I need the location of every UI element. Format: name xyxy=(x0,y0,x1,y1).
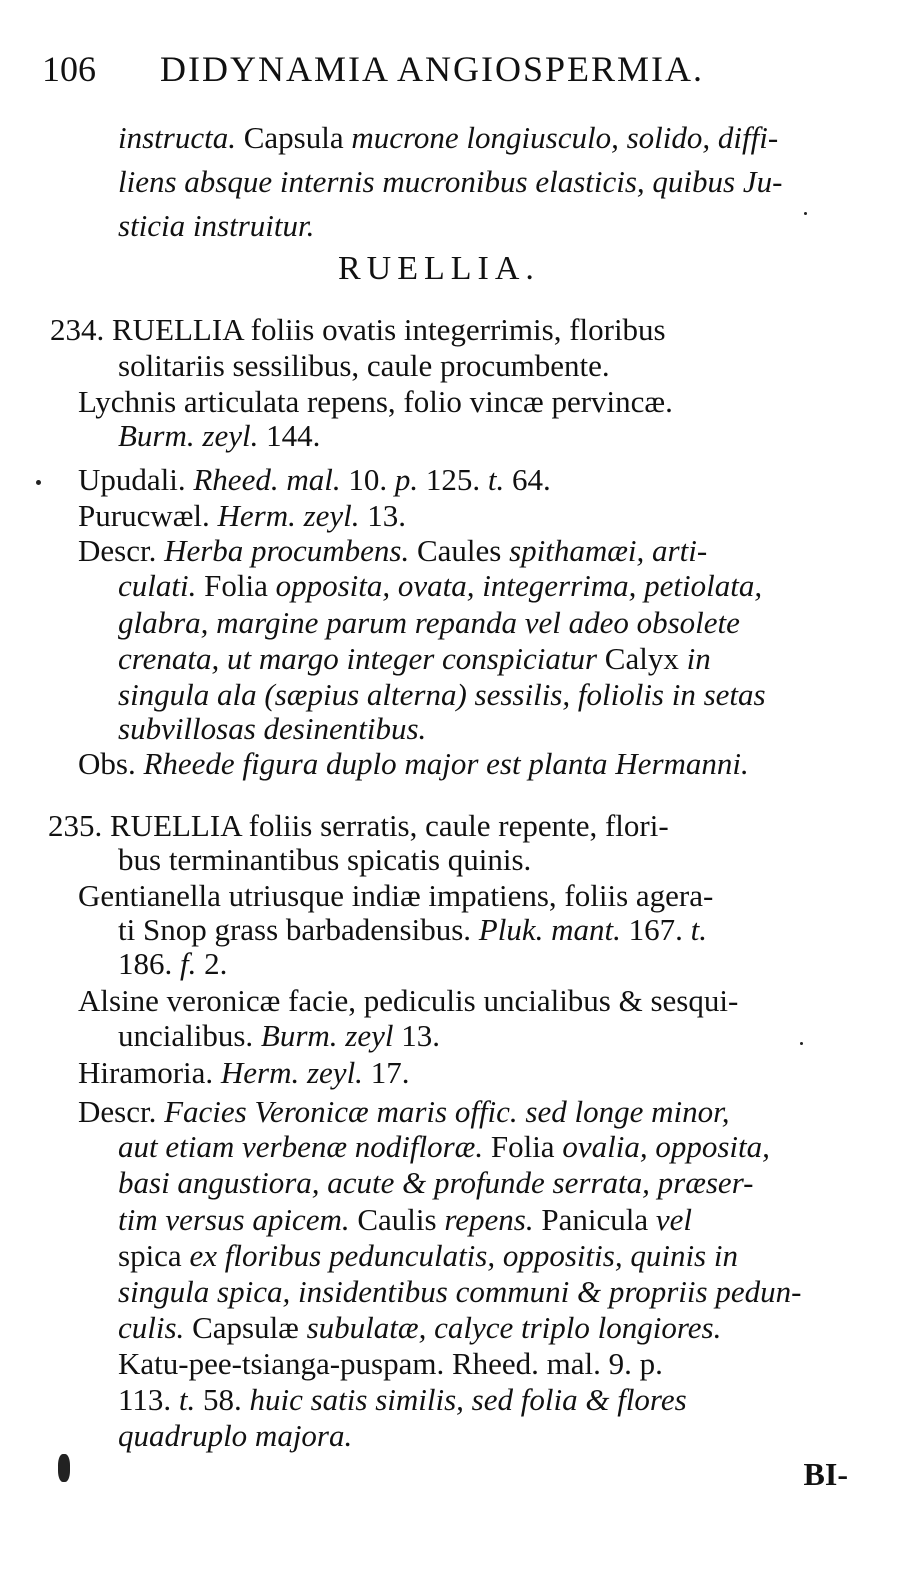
entry-line xyxy=(118,1131,770,1162)
entry-text-run: opposita, ovata, integerrima, petiolata, xyxy=(275,568,763,603)
entry-line xyxy=(118,948,227,979)
entry-text-run: Alsine veronicæ facie, pediculis uncialibus & sesqui- xyxy=(78,983,739,1018)
entry-text-run: Herm. zeyl. xyxy=(220,1055,363,1090)
continuation-text-run: mucrone longiusculo, solido, diffi- xyxy=(351,120,779,155)
entry-line xyxy=(118,914,707,945)
entry-text-run: Caules xyxy=(409,533,510,568)
entry-text-run: ovalia, opposita, xyxy=(562,1129,770,1164)
entry-line xyxy=(78,464,551,495)
continuation-text-run: Capsula xyxy=(235,120,352,155)
entry-text-run: 144. xyxy=(258,418,321,453)
entry-text-run: t. xyxy=(487,462,505,497)
running-title: DIDYNAMIA ANGIOSPERMIA. xyxy=(160,49,705,89)
entry-line xyxy=(118,1020,440,1051)
entry-text-run: Lychnis articulata repens, folio vincæ pervincæ. xyxy=(78,384,673,419)
entry-line xyxy=(118,607,740,638)
entry-line xyxy=(118,1420,352,1451)
entry-text-run: spica xyxy=(118,1238,190,1273)
entry-text-run: Facies Veronicæ maris offic. sed longe minor, xyxy=(164,1094,730,1129)
entry-line xyxy=(118,1240,738,1271)
entry-line xyxy=(118,1312,721,1343)
entry-text-run: f. xyxy=(180,946,197,981)
entry-text-run: Folia xyxy=(483,1129,563,1164)
entry-text-run: Hiramoria. xyxy=(78,1055,221,1090)
entry-line xyxy=(78,748,749,779)
entry-text-run: Folia xyxy=(196,568,276,603)
entry-text-run: 10. xyxy=(340,462,395,497)
entry-text-run: Gentianella utriusque indiæ impatiens, foliis agera- xyxy=(78,878,714,913)
entry-text-run: 234. RUELLIA foliis ovatis integerrimis, floribus xyxy=(50,312,666,347)
entry-line xyxy=(78,880,713,911)
entry-text-run: spithamæi, arti- xyxy=(509,533,708,568)
entry-line xyxy=(118,420,320,451)
entry-text-run: singula spica, insidentibus communi & propriis pedun- xyxy=(118,1274,802,1309)
entry-text-run: vel xyxy=(655,1202,692,1237)
entry-line xyxy=(118,570,762,601)
entry-text-run: Upudali. xyxy=(78,462,194,497)
entry-text-run: 64. xyxy=(504,462,551,497)
entry-text-run: basi angustiora, acute & profunde serrata, præser- xyxy=(118,1165,754,1200)
entry-text-run: Purucwæl. xyxy=(78,498,218,533)
entry-line xyxy=(78,386,673,417)
entry-text-run: Burm. zeyl. xyxy=(118,418,259,453)
entry-text-run: quadruplo majora. xyxy=(118,1418,353,1453)
entry-line xyxy=(118,643,711,674)
entry-text-run: 125. xyxy=(418,462,488,497)
entry-text-run: 113. xyxy=(118,1382,179,1417)
entry-text-run: Burm. zeyl xyxy=(260,1018,394,1053)
entry-text-run: huic satis similis, sed folia & flores xyxy=(249,1382,687,1417)
page-number: 106 xyxy=(42,49,96,89)
entry-text-run: Herm. zeyl. xyxy=(217,498,360,533)
entry-text-run: 2. xyxy=(196,946,228,981)
entry-text-run: glabra, margine parum repanda vel adeo obsolete xyxy=(118,605,740,640)
entry-text-run: Calyx xyxy=(597,641,687,676)
entry-text-run: Caulis xyxy=(349,1202,445,1237)
entry-text-run: bus terminantibus spicatis quinis. xyxy=(118,842,532,877)
entry-text-run: Herba procumbens. xyxy=(164,533,410,568)
entry-text-run: t. xyxy=(690,912,707,947)
entry-line xyxy=(78,535,707,566)
entry-text-run: ex floribus pedunculatis, oppositis, quinis in xyxy=(189,1238,738,1273)
entry-text-run: singula ala (sæpius alterna) sessilis, foliolis in setas xyxy=(118,677,766,712)
entry-text-run: 13. xyxy=(359,498,407,533)
entry-text-run: Capsulæ xyxy=(184,1310,307,1345)
entry-line xyxy=(48,810,669,841)
continuation-line xyxy=(118,210,314,241)
entry-text-run: Obs. xyxy=(78,746,144,781)
entry-text-run: culis. xyxy=(118,1310,185,1345)
entry-text-run: Rheede figura duplo major est planta Hermanni. xyxy=(143,746,749,781)
entry-text-run: uncialibus. xyxy=(118,1018,261,1053)
entry-text-run: Pluk. mant. xyxy=(478,912,621,947)
continuation-line xyxy=(118,166,782,197)
continuation-text-run: liens absque internis mucronibus elasticis, quibus Ju- xyxy=(118,164,783,199)
entry-line xyxy=(118,350,610,381)
entry-text-run: p. xyxy=(394,462,419,497)
entry-text-run: 17. xyxy=(362,1055,410,1090)
entry-line xyxy=(118,1276,801,1307)
entry-text-run: Rheed. mal. xyxy=(193,462,341,497)
entry-text-run: Descr. xyxy=(78,533,165,568)
entry-text-run: 235. RUELLIA foliis serratis, caule repente, flori- xyxy=(48,808,669,843)
entry-text-run: ti Snop grass barbadensibus. xyxy=(118,912,479,947)
entry-line xyxy=(78,500,406,531)
entry-line xyxy=(118,713,426,744)
entry-line xyxy=(118,679,766,710)
entry-text-run: Katu-pee-tsianga-puspam. Rheed. mal. 9. p. xyxy=(118,1346,663,1381)
entry-text-run: crenata, ut margo integer conspiciatur xyxy=(118,641,598,676)
entry-line xyxy=(78,985,738,1016)
continuation-text-run: instructa. xyxy=(118,120,236,155)
section-title: RUELLIA. xyxy=(338,250,540,287)
entry-line xyxy=(78,1057,409,1088)
entry-text-run: t. xyxy=(178,1382,196,1417)
entry-text-run: subulatæ, calyce triplo longiores. xyxy=(306,1310,722,1345)
entry-line xyxy=(118,1348,663,1379)
entry-text-run: 13. xyxy=(393,1018,441,1053)
entry-text-run: Descr. xyxy=(78,1094,165,1129)
entry-text-run: 167. xyxy=(620,912,691,947)
entry-text-run: 186. xyxy=(118,946,180,981)
entry-text-run: tim versus apicem. xyxy=(118,1202,350,1237)
continuation-text-run: sticia instruitur. xyxy=(118,208,315,243)
entry-line xyxy=(118,1167,753,1198)
entry-text-run: solitariis sessilibus, caule procumbente. xyxy=(118,348,610,383)
continuation-line xyxy=(118,122,778,153)
entry-text-run: subvillosas desinentibus. xyxy=(118,711,427,746)
entry-text-run: Panicula xyxy=(533,1202,656,1237)
entry-text-run: repens. xyxy=(444,1202,534,1237)
entry-line xyxy=(50,314,666,345)
entry-text-run: in xyxy=(686,641,711,676)
entry-text-run: 58. xyxy=(195,1382,250,1417)
entry-line xyxy=(78,1096,730,1127)
catchword: BI- xyxy=(803,1456,848,1492)
entry-line xyxy=(118,1204,692,1235)
entry-text-run: aut etiam verbenæ nodifloræ. xyxy=(118,1129,484,1164)
entry-text-run: culati. xyxy=(118,568,197,603)
entry-line xyxy=(118,844,531,875)
entry-line xyxy=(118,1384,687,1415)
